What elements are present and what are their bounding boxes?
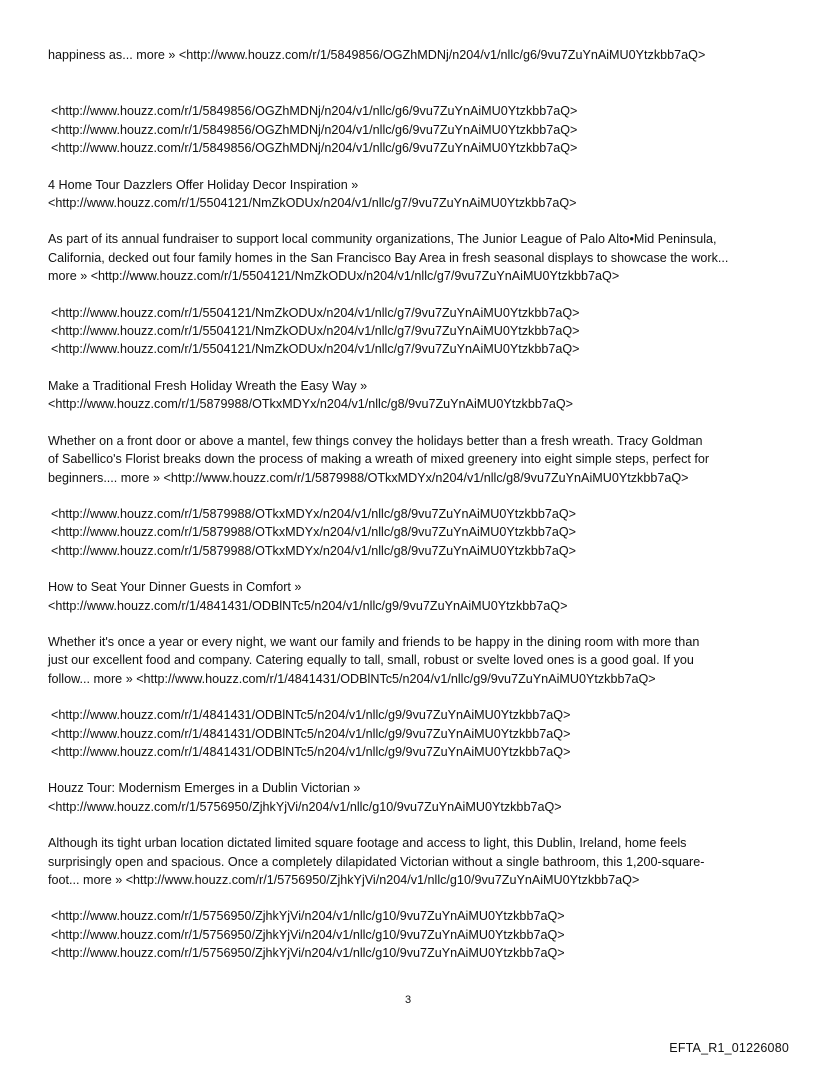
summary-line[interactable]: more » <http://www.houzz.com/r/1/5504121/NmZkODUx/n204/v1/nllc/g7/9vu7ZuYnAiMU0Ytzkbb7aQ> [48,269,620,284]
intro-link-group [48,102,778,157]
summary-line: just our excellent food and company. Catering equally to tall, small, robust or svelte loved ones is a good goal. If you [48,653,694,668]
intro-line: happiness as... more » <http://www.houzz.com/r/1/5849856/OGZhMDNj/n204/v1/nllc/g6/9vu7ZuYnAiMU0Ytzkbb7aQ> [48,48,706,62]
article-link[interactable]: <http://www.houzz.com/r/1/5504121/NmZkODUx/n204/v1/nllc/g7/9vu7ZuYnAiMU0Ytzkbb7aQ> [51,342,580,357]
article-title-block [48,779,778,816]
summary-line[interactable]: foot... more » <http://www.houzz.com/r/1/5756950/ZjhkYjVi/n204/v1/nllc/g10/9vu7ZuYnAiMU0Ytzkbb7aQ> [48,873,640,887]
article-title[interactable]: Make a Traditional Fresh Holiday Wreath the Easy Way » [48,378,368,393]
article-title-link[interactable]: <http://www.houzz.com/r/1/4841431/ODBlNTc5/n204/v1/nllc/g9/9vu7ZuYnAiMU0Ytzkbb7aQ> [48,598,568,613]
article-title[interactable]: Houzz Tour: Modernism Emerges in a Dublin Victorian » [48,781,361,796]
summary-line: California, decked out four family homes in the San Francisco Bay Area in fresh seasonal displays to showcase the work... [48,250,729,265]
intro-link[interactable]: <http://www.houzz.com/r/1/5849856/OGZhMDNj/n204/v1/nllc/g6/9vu7ZuYnAiMU0Ytzkbb7aQ> [51,104,578,119]
page-number: 3 [404,994,412,1006]
article-link-group [48,505,778,560]
article-link-group [48,907,778,962]
article-link[interactable]: <http://www.houzz.com/r/1/5756950/ZjhkYjVi/n204/v1/nllc/g10/9vu7ZuYnAiMU0Ytzkbb7aQ> [51,946,565,961]
article-link[interactable]: <http://www.houzz.com/r/1/4841431/ODBlNTc5/n204/v1/nllc/g9/9vu7ZuYnAiMU0Ytzkbb7aQ> [51,708,571,723]
article-link[interactable]: <http://www.houzz.com/r/1/5879988/OTkxMDYx/n204/v1/nllc/g8/9vu7ZuYnAiMU0Ytzkbb7aQ> [51,525,577,540]
article-summary [48,230,778,285]
intro-link[interactable]: <http://www.houzz.com/r/1/5849856/OGZhMDNj/n204/v1/nllc/g6/9vu7ZuYnAiMU0Ytzkbb7aQ> [51,122,578,137]
article-title-block [48,377,778,414]
article-title-link[interactable]: <http://www.houzz.com/r/1/5756950/ZjhkYjVi/n204/v1/nllc/g10/9vu7ZuYnAiMU0Ytzkbb7aQ> [48,799,562,814]
article-title-link[interactable]: <http://www.houzz.com/r/1/5504121/NmZkODUx/n204/v1/nllc/g7/9vu7ZuYnAiMU0Ytzkbb7aQ> [48,196,577,211]
summary-line[interactable]: follow... more » <http://www.houzz.com/r/1/4841431/ODBlNTc5/n204/v1/nllc/g9/9vu7ZuYnAiMU0Ytzkbb7aQ> [48,671,656,686]
intro-link[interactable]: <http://www.houzz.com/r/1/5849856/OGZhMDNj/n204/v1/nllc/g6/9vu7ZuYnAiMU0Ytzkbb7aQ> [51,141,578,156]
article-link[interactable]: <http://www.houzz.com/r/1/5879988/OTkxMDYx/n204/v1/nllc/g8/9vu7ZuYnAiMU0Ytzkbb7aQ> [51,543,577,558]
summary-line: As part of its annual fundraiser to support local community organizations, The Junior League of Palo Alto•Mid Peninsula, [48,232,717,247]
article-title-block [48,578,778,615]
summary-line: Whether it's once a year or every night, we want our family and friends to be happy in the dining room with more than [48,634,700,649]
article-summary [48,432,778,487]
article-link-group [48,304,778,359]
summary-line: surprisingly open and spacious. Once a completely dilapidated Victorian without a single bathroom, this 1,200-square- [48,854,705,869]
summary-line: Although its tight urban location dictated limited square footage and access to light, this Dublin, Ireland, home feels [48,836,687,851]
article-link-group [48,706,778,761]
summary-line: of Sabellico's Florist breaks down the process of making a wreath of mixed greenery into eight simple steps, perfect for [48,452,710,467]
summary-line[interactable]: beginners.... more » <http://www.houzz.com/r/1/5879988/OTkxMDYx/n204/v1/nllc/g8/9vu7ZuYnAiMU0Ytzkbb7aQ> [48,470,689,485]
article-link[interactable]: <http://www.houzz.com/r/1/4841431/ODBlNTc5/n204/v1/nllc/g9/9vu7ZuYnAiMU0Ytzkbb7aQ> [51,726,571,741]
article-link[interactable]: <http://www.houzz.com/r/1/5756950/ZjhkYjVi/n204/v1/nllc/g10/9vu7ZuYnAiMU0Ytzkbb7aQ> [51,909,565,924]
summary-line: Whether on a front door or above a mantel, few things convey the holidays better than a fresh wreath. Tracy Goldman [48,433,703,448]
article-title[interactable]: 4 Home Tour Dazzlers Offer Holiday Decor Inspiration » [48,177,359,192]
article-link[interactable]: <http://www.houzz.com/r/1/4841431/ODBlNTc5/n204/v1/nllc/g9/9vu7ZuYnAiMU0Ytzkbb7aQ> [51,744,571,759]
article-summary [48,834,778,889]
article-link[interactable]: <http://www.houzz.com/r/1/5504121/NmZkODUx/n204/v1/nllc/g7/9vu7ZuYnAiMU0Ytzkbb7aQ> [51,324,580,339]
article-summary [48,633,778,688]
article-title-block [48,176,778,213]
article-link[interactable]: <http://www.houzz.com/r/1/5879988/OTkxMDYx/n204/v1/nllc/g8/9vu7ZuYnAiMU0Ytzkbb7aQ> [51,506,577,521]
document-id: EFTA_R1_01226080 [669,1041,789,1055]
article-link[interactable]: <http://www.houzz.com/r/1/5756950/ZjhkYjVi/n204/v1/nllc/g10/9vu7ZuYnAiMU0Ytzkbb7aQ> [51,927,565,942]
article-link[interactable]: <http://www.houzz.com/r/1/5504121/NmZkODUx/n204/v1/nllc/g7/9vu7ZuYnAiMU0Ytzkbb7aQ> [51,305,580,320]
article-title-link[interactable]: <http://www.houzz.com/r/1/5879988/OTkxMDYx/n204/v1/nllc/g8/9vu7ZuYnAiMU0Ytzkbb7aQ> [48,397,574,412]
article-title[interactable]: How to Seat Your Dinner Guests in Comfort » [48,580,302,595]
document-page [48,46,778,981]
